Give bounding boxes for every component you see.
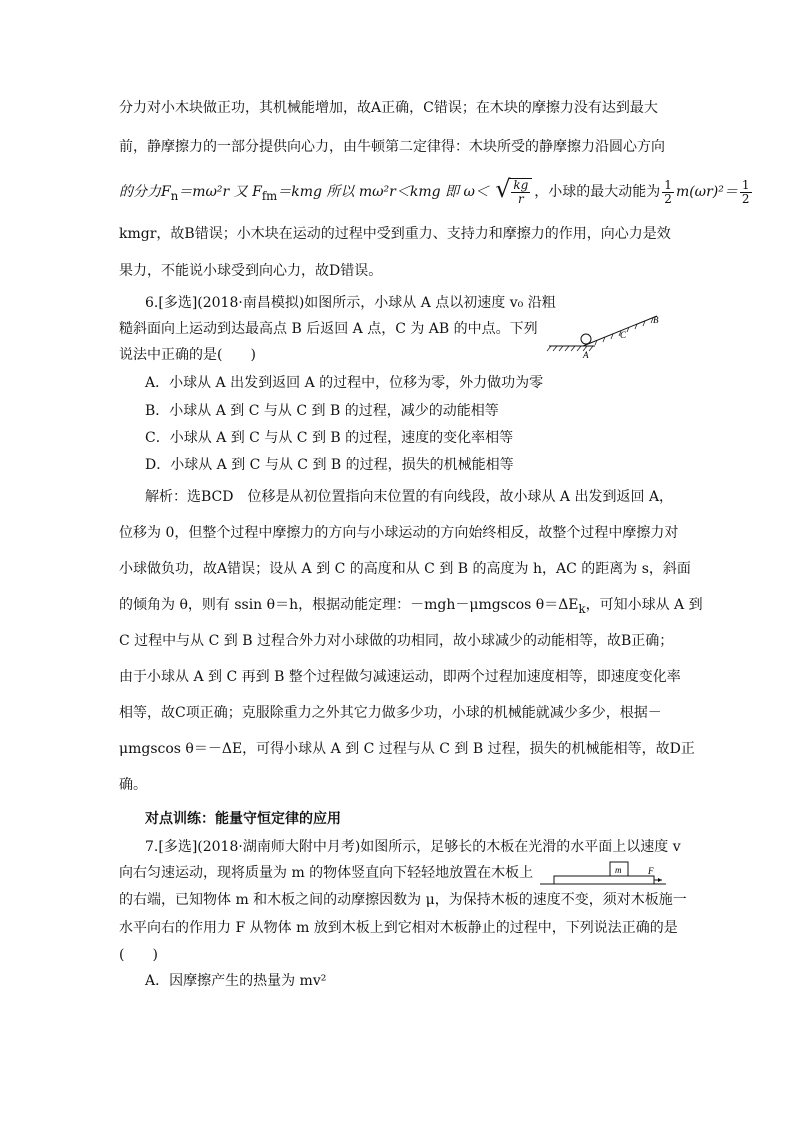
arrow-head — [658, 878, 662, 882]
section-heading: 对点训练：能量守恒定律的应用 — [145, 811, 341, 827]
q7-stem-line5: ( ) — [119, 947, 158, 963]
para1-line4: kmgr，故B错误；小木块在运动的过程中受到重力、支持力和摩擦力的作用，向心力是效 — [119, 226, 671, 242]
para1-line2: 前，静摩擦力的一部分提供向心力，由牛顿第二定律得：木块所受的静摩擦力沿圆心方向 — [119, 139, 665, 155]
para1-line5: 果力，不能说小球受到向心力，故D错误。 — [119, 263, 383, 279]
subscript: k — [578, 601, 586, 616]
text-segment: m(ωr)²＝ — [675, 184, 738, 200]
q6-stem-line1: 6.[多选](2018·南昌模拟)如图所示，小球从 A 点以初速度 v₀ 沿粗 — [145, 295, 556, 311]
fraction-numerator: 1 — [741, 177, 750, 192]
label-a: A — [583, 350, 589, 360]
label-b: B — [653, 315, 659, 325]
q7-stem-line1: 7.[多选](2018·湖南师大附中月考)如图所示，足够长的木板在光滑的水平面上以速度 v — [145, 839, 681, 855]
para1-line1: 分力对小木块做正功，其机械能增加，故A正确，C错误；在木块的摩擦力没有达到最大 — [119, 100, 658, 116]
sol6-line3: 小球做负功，故A错误；设从 A 到 C 的高度和从 C 到 B 的高度为 h，AC 的距离为 s，斜面 — [119, 561, 691, 577]
q6-option-b: B．小球从 A 到 C 与从 C 到 B 的过程，减少的动能相等 — [145, 403, 499, 419]
q6-stem-line2: 糙斜面向上运动到达最高点 B 后返回 A 点，C 为 AB 的中点。下列 — [119, 321, 538, 337]
fraction-denominator: 2 — [664, 191, 672, 206]
sol6-line7: 相等，故C项正确；克服除重力之外其它力做多少功，小球的机械能就减少多少，根据－ — [119, 705, 662, 721]
para1-line3 — [119, 175, 754, 206]
label-f: F — [648, 866, 654, 876]
text-segment: ＝mω²r 又 F — [178, 184, 262, 200]
q6-option-c: C．小球从 A 到 C 与从 C 到 B 的过程，速度的变化率相等 — [145, 430, 514, 446]
sol6-line4 — [119, 596, 703, 618]
q6-option-d: D．小球从 A 到 C 与从 C 到 B 的过程，损失的机械能相等 — [145, 457, 514, 473]
fraction-numerator: 1 — [664, 177, 672, 192]
sol6-line8: μmgscos θ＝－ΔE，可得小球从 A 到 C 过程与从 C 到 B 过程，损失的机械能相等，故D正 — [119, 741, 695, 757]
text-segment: ，小球的最大动能为 — [534, 184, 661, 200]
q7-stem-line4: 水平向右的作用力 F 从物体 m 放到木板上到它相对木板静止的过程中，下列说法正确的是 — [119, 920, 678, 936]
fraction-denominator: r — [517, 192, 524, 206]
fraction-denominator: 2 — [741, 191, 750, 206]
subscript: n — [170, 188, 179, 203]
q6-stem-line3: 说法中正确的是( ) — [119, 347, 256, 363]
sol6-line1: 解析：选BCD 位移是从初位置指向末位置的有向线段，故小球从 A 出发到返回 A， — [145, 489, 674, 505]
q7-stem-line3: 的右端，已知物体 m 和木板之间的动摩擦因数为 μ，为保持木板的速度不变，须对木板施一 — [119, 892, 687, 908]
text-segment: 的倾角为 θ，则有 ssin θ＝h，根据动能定理：－mgh－μmgscos θ＝ΔE — [119, 597, 579, 613]
sol6-line9: 确。 — [119, 777, 147, 793]
text-segment: 的分力F — [119, 184, 171, 200]
q7-option-a: A．因摩擦产生的热量为 mv² — [145, 973, 327, 989]
text-segment: ，可知小球从 A 到 — [585, 597, 703, 613]
fraction-numerator: kg — [513, 178, 529, 192]
sol6-line5: C 过程中与从 C 到 B 过程合外力对小球做的功相同，故小球减少的动能相等，故B正确； — [119, 633, 674, 649]
ball — [581, 334, 591, 344]
q7-stem-line2: 向右匀速运动，现将质量为 m 的物体竖直向下轻轻地放置在木板上 — [119, 865, 534, 881]
q6-option-a: A．小球从 A 出发到返回 A 的过程中，位移为零，外力做功为零 — [145, 375, 544, 391]
sol6-line6: 由于小球从 A 到 C 再到 B 整个过程做匀减速运动，即两个过程加速度相等，即速度变化率 — [119, 669, 681, 685]
label-c: C — [620, 330, 627, 340]
sqrt-expression: √ $\frac{kg}{r}$ — [495, 178, 532, 206]
text-segment: ＝kmg 所以 mω²r＜kmg 即 ω＜ — [277, 184, 489, 200]
subscript: fm — [261, 188, 278, 203]
plank-figure — [538, 854, 668, 890]
plank — [554, 876, 654, 884]
incline-figure — [545, 308, 675, 360]
sol6-line2: 位移为 0，但整个过程中摩擦力的方向与小球运动的方向始终相反，故整个过程中摩擦力对 — [119, 525, 679, 541]
label-m: m — [615, 865, 622, 875]
